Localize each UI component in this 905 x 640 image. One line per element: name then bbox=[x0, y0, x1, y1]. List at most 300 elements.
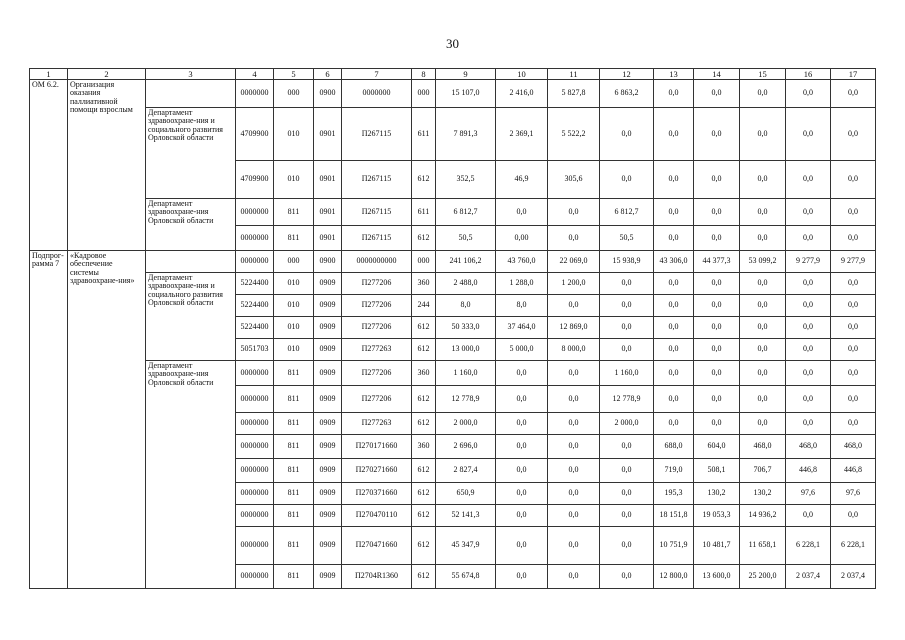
data-cell: 0,0 bbox=[548, 459, 600, 483]
data-cell: 0,0 bbox=[740, 413, 786, 435]
data-cell: 43 760,0 bbox=[496, 251, 548, 273]
data-cell: 5 827,8 bbox=[548, 80, 600, 108]
table-body bbox=[30, 69, 876, 589]
data-cell: 612 bbox=[412, 413, 436, 435]
data-cell: 11 658,1 bbox=[740, 527, 786, 565]
data-cell: 0,0 bbox=[548, 295, 600, 317]
data-cell: 010 bbox=[274, 317, 314, 339]
data-cell: П270471660 bbox=[342, 527, 412, 565]
data-cell: 0909 bbox=[314, 413, 342, 435]
data-cell: 130,2 bbox=[694, 483, 740, 505]
data-cell: 611 bbox=[412, 108, 436, 161]
data-cell: 37 464,0 bbox=[496, 317, 548, 339]
data-cell: 0,0 bbox=[786, 386, 831, 413]
data-cell: 0,0 bbox=[496, 565, 548, 589]
data-cell: 0,0 bbox=[654, 386, 694, 413]
data-cell: 811 bbox=[274, 565, 314, 589]
data-cell: 446,8 bbox=[786, 459, 831, 483]
data-cell: П277206 bbox=[342, 273, 412, 295]
data-cell: 6 228,1 bbox=[786, 527, 831, 565]
data-cell: 010 bbox=[274, 295, 314, 317]
data-cell: 0909 bbox=[314, 435, 342, 459]
data-cell: 2 488,0 bbox=[436, 273, 496, 295]
column-header: 12 bbox=[600, 69, 654, 80]
data-cell: 0,0 bbox=[654, 317, 694, 339]
data-cell: 811 bbox=[274, 226, 314, 251]
data-cell: 0000000 bbox=[342, 80, 412, 108]
data-cell: 0,0 bbox=[654, 80, 694, 108]
responsible-dept: Департамент здравоохране-ния Орловской области bbox=[146, 361, 236, 589]
data-cell: 0,0 bbox=[831, 361, 876, 386]
data-cell: П267115 bbox=[342, 199, 412, 226]
page-number: 30 bbox=[446, 36, 459, 51]
data-cell: 0900 bbox=[314, 80, 342, 108]
data-cell: 0,0 bbox=[740, 161, 786, 199]
data-cell: 1 200,0 bbox=[548, 273, 600, 295]
header-row bbox=[30, 69, 876, 80]
data-cell: 010 bbox=[274, 273, 314, 295]
column-header: 7 bbox=[342, 69, 412, 80]
data-cell: 13 000,0 bbox=[436, 339, 496, 361]
data-cell: П277206 bbox=[342, 317, 412, 339]
data-cell: 5 000,0 bbox=[496, 339, 548, 361]
data-cell: 0909 bbox=[314, 505, 342, 527]
data-cell: 811 bbox=[274, 527, 314, 565]
data-cell: 0,0 bbox=[786, 361, 831, 386]
table-row bbox=[30, 361, 876, 386]
data-cell: 0,0 bbox=[786, 199, 831, 226]
column-header: 16 bbox=[786, 69, 831, 80]
data-cell: 612 bbox=[412, 565, 436, 589]
data-cell: 360 bbox=[412, 361, 436, 386]
data-cell: 0,0 bbox=[496, 199, 548, 226]
column-header: 8 bbox=[412, 69, 436, 80]
data-cell: 0901 bbox=[314, 199, 342, 226]
table-row bbox=[30, 199, 876, 226]
data-cell: 0,0 bbox=[548, 505, 600, 527]
data-cell: 43 306,0 bbox=[654, 251, 694, 273]
data-cell: 2 827,4 bbox=[436, 459, 496, 483]
data-cell: 0000000 bbox=[236, 226, 274, 251]
data-cell: 5224400 bbox=[236, 317, 274, 339]
column-header: 13 bbox=[654, 69, 694, 80]
data-cell: 5 522,2 bbox=[548, 108, 600, 161]
row-code: ОМ 6.2. bbox=[30, 80, 68, 251]
data-cell: 0,0 bbox=[600, 295, 654, 317]
column-header: 1 bbox=[30, 69, 68, 80]
data-cell: 0,0 bbox=[831, 273, 876, 295]
data-cell: 0,0 bbox=[654, 295, 694, 317]
data-cell: 15 938,9 bbox=[600, 251, 654, 273]
data-cell: 0,0 bbox=[786, 273, 831, 295]
column-header: 3 bbox=[146, 69, 236, 80]
empty-cell bbox=[146, 251, 236, 273]
data-cell: 0,0 bbox=[786, 339, 831, 361]
data-cell: 0,0 bbox=[740, 317, 786, 339]
data-cell: 0000000000 bbox=[342, 251, 412, 273]
data-cell: 0,0 bbox=[600, 459, 654, 483]
empty-cell bbox=[146, 80, 236, 108]
data-cell: 612 bbox=[412, 226, 436, 251]
data-cell: 9 277,9 bbox=[786, 251, 831, 273]
data-cell: 0,0 bbox=[654, 273, 694, 295]
data-cell: 4709900 bbox=[236, 161, 274, 199]
data-cell: П270271660 bbox=[342, 459, 412, 483]
data-cell: 25 200,0 bbox=[740, 565, 786, 589]
data-cell: 0,0 bbox=[600, 273, 654, 295]
data-cell: 0,0 bbox=[654, 361, 694, 386]
data-cell: 0,0 bbox=[600, 435, 654, 459]
data-cell: 50,5 bbox=[436, 226, 496, 251]
data-cell: 46,9 bbox=[496, 161, 548, 199]
data-cell: 1 288,0 bbox=[496, 273, 548, 295]
data-cell: П267115 bbox=[342, 161, 412, 199]
data-cell: 52 141,3 bbox=[436, 505, 496, 527]
data-cell: 0000000 bbox=[236, 361, 274, 386]
data-cell: 0000000 bbox=[236, 505, 274, 527]
data-cell: 53 099,2 bbox=[740, 251, 786, 273]
data-cell: 0,0 bbox=[548, 386, 600, 413]
data-cell: 811 bbox=[274, 505, 314, 527]
data-cell: 0,0 bbox=[694, 108, 740, 161]
data-cell: 0,0 bbox=[496, 413, 548, 435]
responsible-dept: Департамент здравоохране-ния Орловской области bbox=[146, 199, 236, 251]
data-cell: 1 160,0 bbox=[600, 361, 654, 386]
data-cell: 0000000 bbox=[236, 199, 274, 226]
column-header: 6 bbox=[314, 69, 342, 80]
data-cell: 0,0 bbox=[740, 361, 786, 386]
data-cell: 811 bbox=[274, 435, 314, 459]
data-cell: 811 bbox=[274, 413, 314, 435]
data-cell: 0909 bbox=[314, 273, 342, 295]
data-cell: 0,0 bbox=[740, 339, 786, 361]
budget-table bbox=[29, 68, 876, 589]
data-cell: 0000000 bbox=[236, 251, 274, 273]
data-cell: 811 bbox=[274, 386, 314, 413]
data-cell: 8,0 bbox=[436, 295, 496, 317]
table-row bbox=[30, 108, 876, 161]
data-cell: 0,0 bbox=[654, 226, 694, 251]
data-cell: 0,0 bbox=[600, 483, 654, 505]
data-cell: 0,0 bbox=[740, 199, 786, 226]
data-cell: 0909 bbox=[314, 386, 342, 413]
data-cell: 0,0 bbox=[831, 386, 876, 413]
data-cell: П270171660 bbox=[342, 435, 412, 459]
data-cell: 0,0 bbox=[548, 413, 600, 435]
data-cell: 612 bbox=[412, 386, 436, 413]
data-cell: П270470110 bbox=[342, 505, 412, 527]
data-cell: 0,0 bbox=[740, 386, 786, 413]
data-cell: 0,0 bbox=[548, 483, 600, 505]
data-cell: 360 bbox=[412, 435, 436, 459]
data-cell: 0,0 bbox=[548, 527, 600, 565]
data-cell: 50 333,0 bbox=[436, 317, 496, 339]
data-cell: 0,0 bbox=[496, 527, 548, 565]
data-cell: 2 696,0 bbox=[436, 435, 496, 459]
data-cell: 468,0 bbox=[740, 435, 786, 459]
data-cell: 0,0 bbox=[694, 317, 740, 339]
data-cell: 5051703 bbox=[236, 339, 274, 361]
data-cell: 10 751,9 bbox=[654, 527, 694, 565]
column-header: 15 bbox=[740, 69, 786, 80]
data-cell: 811 bbox=[274, 483, 314, 505]
data-cell: 811 bbox=[274, 459, 314, 483]
data-cell: 0,0 bbox=[740, 108, 786, 161]
data-cell: 0,0 bbox=[654, 339, 694, 361]
data-cell: 0,0 bbox=[496, 361, 548, 386]
data-cell: 0,0 bbox=[548, 226, 600, 251]
data-cell: 2 416,0 bbox=[496, 80, 548, 108]
data-cell: 14 936,2 bbox=[740, 505, 786, 527]
data-cell: 811 bbox=[274, 199, 314, 226]
data-cell: 0,0 bbox=[831, 108, 876, 161]
data-cell: П277263 bbox=[342, 413, 412, 435]
data-cell: 0,0 bbox=[831, 80, 876, 108]
data-cell: 0901 bbox=[314, 226, 342, 251]
data-cell: 468,0 bbox=[831, 435, 876, 459]
data-cell: 352,5 bbox=[436, 161, 496, 199]
data-cell: П267115 bbox=[342, 108, 412, 161]
data-cell: 468,0 bbox=[786, 435, 831, 459]
data-cell: 0,0 bbox=[786, 80, 831, 108]
column-header: 5 bbox=[274, 69, 314, 80]
data-cell: 6 863,2 bbox=[600, 80, 654, 108]
responsible-dept: Департамент здравоохране-ния и социального развития Орловской области bbox=[146, 108, 236, 199]
column-header: 14 bbox=[694, 69, 740, 80]
data-cell: 446,8 bbox=[831, 459, 876, 483]
data-cell: 0,0 bbox=[694, 413, 740, 435]
data-cell: 0,0 bbox=[831, 413, 876, 435]
data-cell: 0,0 bbox=[831, 317, 876, 339]
data-cell: 612 bbox=[412, 505, 436, 527]
data-cell: 0,0 bbox=[496, 483, 548, 505]
data-cell: 0,0 bbox=[694, 161, 740, 199]
data-cell: 612 bbox=[412, 317, 436, 339]
data-cell: 97,6 bbox=[786, 483, 831, 505]
data-cell: 010 bbox=[274, 161, 314, 199]
data-cell: 612 bbox=[412, 483, 436, 505]
data-cell: 0,0 bbox=[548, 361, 600, 386]
data-cell: 0,0 bbox=[740, 80, 786, 108]
data-cell: 12 800,0 bbox=[654, 565, 694, 589]
data-cell: 130,2 bbox=[740, 483, 786, 505]
data-cell: 0,0 bbox=[786, 317, 831, 339]
column-header: 10 bbox=[496, 69, 548, 80]
data-cell: 0000000 bbox=[236, 483, 274, 505]
data-cell: 688,0 bbox=[654, 435, 694, 459]
data-cell: 241 106,2 bbox=[436, 251, 496, 273]
data-cell: П277206 bbox=[342, 361, 412, 386]
data-cell: 0909 bbox=[314, 317, 342, 339]
data-cell: 12 869,0 bbox=[548, 317, 600, 339]
row-title: Организация оказания паллиативной помощи взрослым bbox=[68, 80, 146, 251]
data-cell: 0909 bbox=[314, 295, 342, 317]
data-cell: П270371660 bbox=[342, 483, 412, 505]
data-cell: 0,0 bbox=[694, 273, 740, 295]
table-row bbox=[30, 80, 876, 108]
data-cell: 9 277,9 bbox=[831, 251, 876, 273]
data-cell: 0000000 bbox=[236, 386, 274, 413]
data-cell: 0901 bbox=[314, 108, 342, 161]
data-cell: 0,0 bbox=[694, 386, 740, 413]
table-row bbox=[30, 273, 876, 295]
data-cell: 0,0 bbox=[548, 435, 600, 459]
data-cell: 0,0 bbox=[496, 435, 548, 459]
data-cell: 8 000,0 bbox=[548, 339, 600, 361]
data-cell: 0,0 bbox=[600, 565, 654, 589]
data-cell: 0000000 bbox=[236, 413, 274, 435]
data-cell: 12 778,9 bbox=[436, 386, 496, 413]
data-cell: 612 bbox=[412, 527, 436, 565]
responsible-dept: Департамент здравоохране-ния и социального развития Орловской области bbox=[146, 273, 236, 361]
data-cell: 12 778,9 bbox=[600, 386, 654, 413]
data-cell: 2 369,1 bbox=[496, 108, 548, 161]
data-cell: 0909 bbox=[314, 361, 342, 386]
data-cell: П277263 bbox=[342, 339, 412, 361]
data-cell: 0,0 bbox=[694, 226, 740, 251]
data-cell: 0,0 bbox=[600, 339, 654, 361]
data-cell: 0,0 bbox=[548, 199, 600, 226]
data-cell: 0000000 bbox=[236, 527, 274, 565]
data-cell: 0,0 bbox=[600, 317, 654, 339]
data-cell: 18 151,8 bbox=[654, 505, 694, 527]
data-cell: 0,0 bbox=[831, 505, 876, 527]
data-cell: 44 377,3 bbox=[694, 251, 740, 273]
row-title: «Кадровое обеспечение системы здравоохране-ния» bbox=[68, 251, 146, 589]
column-header: 9 bbox=[436, 69, 496, 80]
data-cell: 10 481,7 bbox=[694, 527, 740, 565]
data-cell: 0000000 bbox=[236, 80, 274, 108]
data-cell: 000 bbox=[274, 251, 314, 273]
data-cell: 0,0 bbox=[786, 226, 831, 251]
data-cell: П277206 bbox=[342, 386, 412, 413]
data-cell: 0,0 bbox=[786, 413, 831, 435]
data-cell: 811 bbox=[274, 361, 314, 386]
data-cell: 0909 bbox=[314, 483, 342, 505]
data-cell: П267115 bbox=[342, 226, 412, 251]
table-row bbox=[30, 251, 876, 273]
data-cell: 15 107,0 bbox=[436, 80, 496, 108]
data-cell: 706,7 bbox=[740, 459, 786, 483]
data-cell: 0,0 bbox=[600, 527, 654, 565]
data-cell: 2 037,4 bbox=[786, 565, 831, 589]
column-header: 2 bbox=[68, 69, 146, 80]
data-cell: 6 812,7 bbox=[600, 199, 654, 226]
data-cell: 0000000 bbox=[236, 565, 274, 589]
row-code: Подпрог-рамма 7 bbox=[30, 251, 68, 589]
data-cell: 7 891,3 bbox=[436, 108, 496, 161]
column-header: 11 bbox=[548, 69, 600, 80]
data-cell: 6 228,1 bbox=[831, 527, 876, 565]
data-cell: 0,0 bbox=[740, 295, 786, 317]
data-cell: П2704R1360 bbox=[342, 565, 412, 589]
data-cell: 0,0 bbox=[694, 199, 740, 226]
data-cell: 4709900 bbox=[236, 108, 274, 161]
data-cell: 0,0 bbox=[786, 295, 831, 317]
data-cell: 604,0 bbox=[694, 435, 740, 459]
data-cell: 1 160,0 bbox=[436, 361, 496, 386]
data-cell: 50,5 bbox=[600, 226, 654, 251]
data-cell: 2 000,0 bbox=[436, 413, 496, 435]
data-cell: 0,0 bbox=[694, 339, 740, 361]
data-cell: 0,0 bbox=[496, 386, 548, 413]
data-cell: 0,0 bbox=[831, 199, 876, 226]
data-cell: 612 bbox=[412, 459, 436, 483]
data-cell: 0,0 bbox=[786, 505, 831, 527]
data-cell: 5224400 bbox=[236, 273, 274, 295]
data-cell: 55 674,8 bbox=[436, 565, 496, 589]
data-cell: П277206 bbox=[342, 295, 412, 317]
data-cell: 0,0 bbox=[654, 413, 694, 435]
data-cell: 0000000 bbox=[236, 435, 274, 459]
data-cell: 719,0 bbox=[654, 459, 694, 483]
data-cell: 0,0 bbox=[831, 226, 876, 251]
data-cell: 0909 bbox=[314, 527, 342, 565]
data-cell: 360 bbox=[412, 273, 436, 295]
data-cell: 0909 bbox=[314, 565, 342, 589]
data-cell: 0,0 bbox=[600, 505, 654, 527]
data-cell: 305,6 bbox=[548, 161, 600, 199]
data-cell: 000 bbox=[412, 80, 436, 108]
data-cell: 010 bbox=[274, 108, 314, 161]
data-cell: 22 069,0 bbox=[548, 251, 600, 273]
data-cell: 2 000,0 bbox=[600, 413, 654, 435]
data-cell: 5224400 bbox=[236, 295, 274, 317]
data-cell: 244 bbox=[412, 295, 436, 317]
data-cell: 0,00 bbox=[496, 226, 548, 251]
data-cell: 000 bbox=[412, 251, 436, 273]
data-cell: 0,0 bbox=[694, 295, 740, 317]
data-cell: 0,0 bbox=[600, 108, 654, 161]
data-cell: 8,0 bbox=[496, 295, 548, 317]
data-cell: 0,0 bbox=[694, 80, 740, 108]
data-cell: 0,0 bbox=[654, 161, 694, 199]
data-cell: 650,9 bbox=[436, 483, 496, 505]
data-cell: 000 bbox=[274, 80, 314, 108]
data-cell: 010 bbox=[274, 339, 314, 361]
data-cell: 0000000 bbox=[236, 459, 274, 483]
data-cell: 0909 bbox=[314, 339, 342, 361]
data-cell: 0,0 bbox=[496, 505, 548, 527]
data-cell: 0,0 bbox=[786, 108, 831, 161]
data-cell: 0,0 bbox=[654, 108, 694, 161]
data-cell: 2 037,4 bbox=[831, 565, 876, 589]
data-cell: 0,0 bbox=[740, 226, 786, 251]
data-cell: 0,0 bbox=[740, 273, 786, 295]
data-cell: 195,3 bbox=[654, 483, 694, 505]
data-cell: 0,0 bbox=[694, 361, 740, 386]
data-cell: 0,0 bbox=[786, 161, 831, 199]
data-cell: 0,0 bbox=[496, 459, 548, 483]
data-cell: 612 bbox=[412, 161, 436, 199]
data-cell: 0909 bbox=[314, 459, 342, 483]
data-cell: 0,0 bbox=[831, 339, 876, 361]
data-cell: 0900 bbox=[314, 251, 342, 273]
data-cell: 0,0 bbox=[548, 565, 600, 589]
data-cell: 0,0 bbox=[831, 295, 876, 317]
data-cell: 6 812,7 bbox=[436, 199, 496, 226]
data-cell: 13 600,0 bbox=[694, 565, 740, 589]
data-cell: 0901 bbox=[314, 161, 342, 199]
data-cell: 508,1 bbox=[694, 459, 740, 483]
data-cell: 97,6 bbox=[831, 483, 876, 505]
column-header: 17 bbox=[831, 69, 876, 80]
data-cell: 612 bbox=[412, 339, 436, 361]
data-cell: 19 053,3 bbox=[694, 505, 740, 527]
data-cell: 0,0 bbox=[831, 161, 876, 199]
data-cell: 611 bbox=[412, 199, 436, 226]
column-header: 4 bbox=[236, 69, 274, 80]
